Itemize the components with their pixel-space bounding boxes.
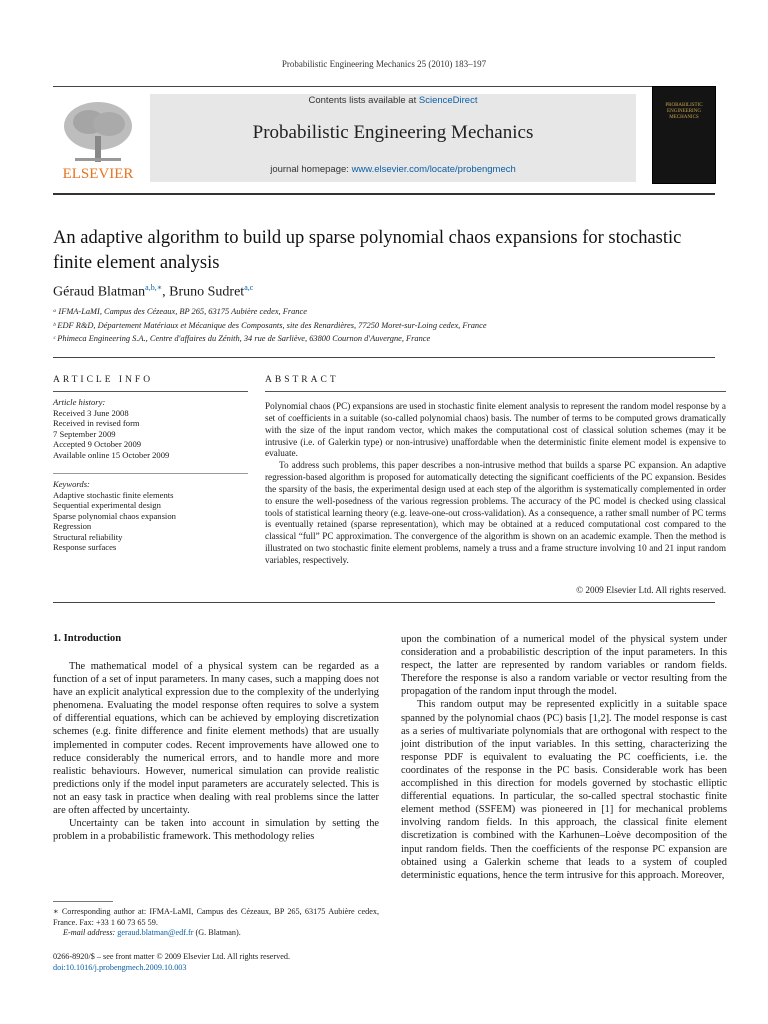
- copyright: © 2009 Elsevier Ltd. All rights reserved.: [576, 585, 726, 595]
- keyword-item: Sparse polynomial chaos expansion: [53, 510, 176, 521]
- keywords: [53, 479, 248, 553]
- author-affiliation-marker[interactable]: a,b,∗: [145, 283, 163, 292]
- history-label: Article history:: [53, 397, 106, 407]
- homepage-link[interactable]: www.elsevier.com/locate/probengmech: [351, 164, 516, 175]
- history-item: Received 3 June 2008: [53, 407, 129, 418]
- affiliation-rule: [53, 357, 715, 358]
- article-info-heading: ARTICLE INFO: [53, 375, 154, 385]
- cover-line: PROBABILISTIC: [665, 103, 703, 108]
- history-item: Received in revised form: [53, 418, 140, 428]
- keyword-item: Regression: [53, 521, 92, 531]
- body-paragraph: The mathematical model of a physical system can be regarded as a function of a set of input parameters. In many cases, such a mapping does not have an explicit analytical expression due to the complexity of the underlying phenomena. Evaluating the model response often requires to solve a system of differential equations, which can be achieved by employing discretization schemes (e.g. finite difference and finite element methods) that are usually implemented in computer codes. Recent improvements have allowed one to reduce considerably the numerical errors, and to handle more and more realistic behaviours. However, numerical simulation can provide realistic predictions only if the model input parameters are accurately selected. This is not an easy task in practice when dealing with real problems since the latter are often affected by uncertainty.: [53, 661, 379, 817]
- footnote-rule: [53, 901, 113, 902]
- journal-citation: Probabilistic Engineering Mechanics 25 (2010) 183–197: [281, 59, 487, 69]
- author-affiliation-marker[interactable]: a,c: [244, 283, 254, 292]
- body-right-column: [401, 633, 727, 882]
- keyword-item: Response surfaces: [53, 542, 117, 552]
- issn-line: 0266-8920/$ – see front matter © 2009 Elsevier Ltd. All rights reserved.: [53, 952, 291, 961]
- body-paragraph: upon the combination of a numerical model of the physical system under consideration and a probabilistic description of the input parameters. In this respect, the latter are represented by random variables or random fields. Therefore the response is also a random variable or vector resulting from the propagation of the random input through the model.: [401, 634, 727, 698]
- email-label: E-mail address:: [63, 928, 118, 938]
- journal-cover-image: [652, 86, 716, 184]
- history-item: Available online 15 October 2009: [53, 449, 170, 460]
- abstract-text: [265, 401, 726, 567]
- keyword-item: Adaptive stochastic finite elements: [53, 489, 174, 500]
- cover-line: ENGINEERING: [667, 109, 701, 114]
- author-name: Bruno Sudret: [169, 284, 245, 300]
- body-paragraph: This random output may be represented explicitly in a suitable space spanned by the polynomial chaos (PC) basis [1,2]. The model response is cast as a series of multivariate polynomials that are orthogonal with respect to the joint distribution of the input variables. In this setting, characterizing the response PDF is equivalent to evaluating the PC coefficients, i.e. the coordinates of the response in the PC basis. Considerable work has been accomplished in this direction for models governed by stochastic elliptic differential equations. In particular, the so-called spectral stochastic finite element method (SSFEM) was pioneered in [1] for mechanical problems involving random fields. In this approach, the classical finite element discretization is combined with the Karhunen–Loève decomposition of the input random fields. Then the coefficients of the response PC expansion are obtained using a Galerkin scheme that leads to a system of coupled deterministic equations, hence the term intrusive for this approach. Moreover,: [401, 699, 727, 881]
- affiliation: ᵃ IFMA-LaMI, Campus des Cézeaux, BP 265, 63175 Aubière cedex, France: [53, 307, 307, 316]
- doi-link[interactable]: doi:10.1016/j.probengmech.2009.10.003: [53, 963, 187, 972]
- body-left-column: [53, 660, 379, 843]
- footnote: [53, 907, 379, 939]
- section-heading: 1. Introduction: [53, 633, 122, 644]
- abstract-rule: [265, 391, 726, 392]
- abstract-bottom-rule: [53, 602, 715, 603]
- keywords-rule: [53, 473, 248, 474]
- affiliation: ᶜ Phimeca Engineering S.A., Centre d'affaires du Zénith, 34 rue de Sarliève, 63800 Cournon d'Auvergne, France: [53, 334, 431, 343]
- article-history: [53, 397, 248, 460]
- author-name: Géraud Blatman: [53, 284, 146, 300]
- body-paragraph: Uncertainty can be taken into account in simulation by setting the problem in a probabilistic framework. This methodology relies: [53, 818, 379, 843]
- journal-header: [150, 94, 636, 182]
- abstract-paragraph: Polynomial chaos (PC) expansions are used in stochastic finite element analysis to represent the random model response by a set of coefficients in a suitable (so-called polynomial chaos) basis. The number of terms to be computed grows dramatically with the size of the input random vector, which makes the computational cost of classical solution schemes (may it be intrusive (i.e. of Galerkin type) or non-intrusive) unaffordable when the deterministic finite element model is expensive to evaluate.: [265, 401, 726, 459]
- email-link[interactable]: geraud.blatman@edf.fr: [117, 928, 194, 938]
- elsevier-wordmark: ELSEVIER: [62, 166, 134, 182]
- keyword-item: Sequential experimental design: [53, 500, 161, 510]
- email-suffix: (G. Blatman).: [193, 928, 241, 938]
- homepage-prefix: journal homepage:: [270, 164, 352, 175]
- contents-line: [150, 95, 636, 106]
- article-title: An adaptive algorithm to build up sparse polynomial chaos expansions for stochastic finite element analysis: [53, 228, 682, 273]
- affiliation: ᵇ EDF R&D, Département Matériaux et Mécanique des Composants, site des Renardières, 77250 Moret-sur-Loing cedex, France: [53, 321, 487, 330]
- abstract-paragraph: To address such problems, this paper describes a non-intrusive method that builds a sparse PC expansion. An adaptive regression-based algorithm is proposed for automatically detecting the significant coefficients of the PC expansion. Besides the sparsity of the basis, the experimental design used at each step of the algorithm is systematically complemented in order to ensure the well-posedness of the various regression problems. The accuracy of the PC model is checked using classical tools of statistical learning theory (e.g. leave-one-out cross-validation). As a consequence, a rather small number of PC terms is eventually retained (sparse representation), which may be obtained at a reduced computational cost compared to the classical “full” PC approximation. The convergence of the algorithm is shown on an academic example. Then the method is illustrated on two stochastic finite element problems, namely a truss and a frame structure involving 10 and 21 input random variables, respectively.: [265, 460, 726, 565]
- history-item: 7 September 2009: [53, 428, 116, 439]
- keywords-label: Keywords:: [53, 479, 90, 489]
- journal-title: Probabilistic Engineering Mechanics: [252, 122, 534, 143]
- top-rule: [53, 86, 715, 87]
- abstract-heading: ABSTRACT: [265, 375, 339, 385]
- homepage-line: [150, 164, 636, 175]
- cover-line: MECHANICS: [669, 115, 699, 120]
- contents-prefix: Contents lists available at: [308, 95, 419, 106]
- author-list: Géraud Blatman$^{a,b,∗}$, Bruno Sudret$^{a,c}$: [53, 283, 254, 300]
- header-rule: [53, 193, 715, 195]
- history-item: Accepted 9 October 2009: [53, 439, 142, 449]
- corresponding-author: ∗ Corresponding author at: IFMA-LaMI, Campus des Cézeaux, BP 265, 63175 Aubière cedex, France. Fax: +33 1 60 73 65 59.: [53, 907, 379, 927]
- article-info-rule: [53, 391, 248, 392]
- elsevier-logo: [53, 94, 143, 182]
- sciencedirect-link[interactable]: ScienceDirect: [418, 95, 478, 106]
- keyword-item: Structural reliability: [53, 531, 123, 542]
- email-line: [53, 928, 379, 939]
